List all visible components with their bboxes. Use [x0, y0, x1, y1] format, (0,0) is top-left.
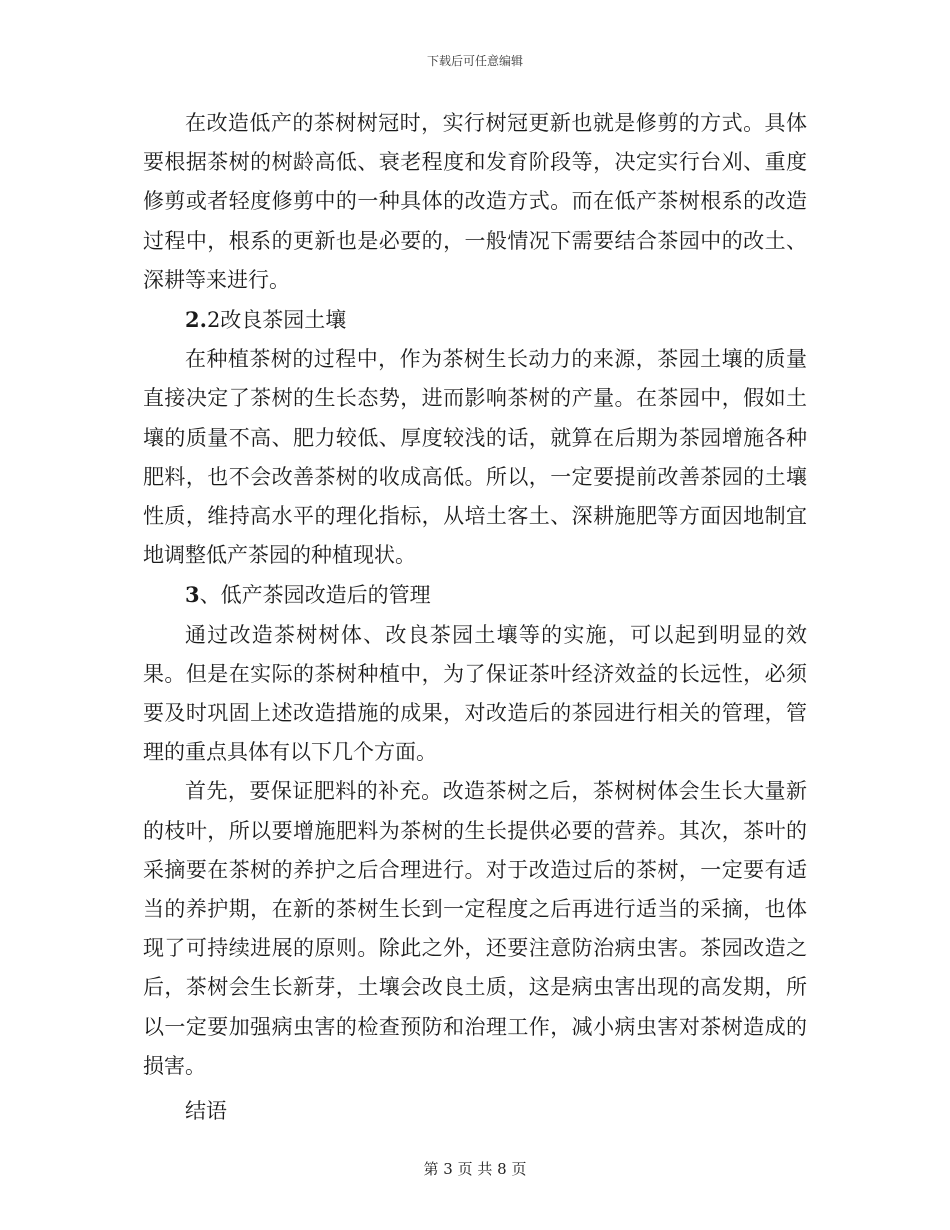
conclusion-heading: 结语 [185, 1099, 227, 1124]
page-header: 下载后可任意编辑 [426, 54, 523, 68]
section-number: 3 [185, 582, 200, 608]
section-title: 2改良茶园土壤 [206, 308, 347, 333]
document-body [143, 104, 807, 1131]
page-footer: 第 3 页 共 8 页 [423, 1160, 527, 1178]
paragraph-post-renovation-management: 通过改造茶树树体、改良茶园土壤等的实施，可以起到明显的效果。但是在实际的茶树种植中，为了保证茶叶经济效益的长远性，必须要及时巩固上述改造措施的成果，对改造后的茶园进行相关的管理，管理的重点具体有以下几个方面。 [143, 622, 807, 765]
paragraph-management-details: 首先，要保证肥料的补充。改造茶树之后，茶树树体会生长大量新的枝叶，所以要增施肥料为茶树的生长提供必要的营养。其次，茶叶的采摘要在茶树的养护之后合理进行。对于改造过后的茶树，一定要有适当的养护期，在新的茶树生长到一定程度之后再进行适当的采摘，也体现了可持续进展的原则。除此之外，还要注意防治病虫害。茶园改造之后，茶树会生长新芽，土壤会改良土质，这是病虫害出现的高发期，所以一定要加强病虫害的检查预防和治理工作，减小病虫害对茶树造成的损害。 [143, 779, 807, 1078]
paragraph-soil-improvement: 在种植茶树的过程中，作为茶树生长动力的来源，茶园土壤的质量直接决定了茶树的生长态势，进而影响茶树的产量。在茶园中，假如土壤的质量不高、肥力较低、厚度较浅的话，就算在后期为茶园增施各种肥料，也不会改善茶树的收成高低。所以，一定要提前改善茶园的土壤性质，维持高水平的理化指标，从培土客土、深耕施肥等方面因地制宜地调整低产茶园的种植现状。 [143, 347, 807, 568]
section-title: 、低产茶园改造后的管理 [199, 583, 431, 608]
section-number: 2. [185, 307, 207, 333]
paragraph-tree-crown-renovation: 在改造低产的茶树树冠时，实行树冠更新也就是修剪的方式。具体要根据茶树的树龄高低、衰老程度和发育阶段等，决定实行台刈、重度修剪或者轻度修剪中的一种具体的改造方式。而在低产茶树根系的改造过程中，根系的更新也是必要的，一般情况下需要结合茶园中的改土、深耕等来进行。 [143, 111, 807, 292]
section-heading-2-2 [143, 300, 807, 340]
section-heading-3 [143, 575, 807, 615]
